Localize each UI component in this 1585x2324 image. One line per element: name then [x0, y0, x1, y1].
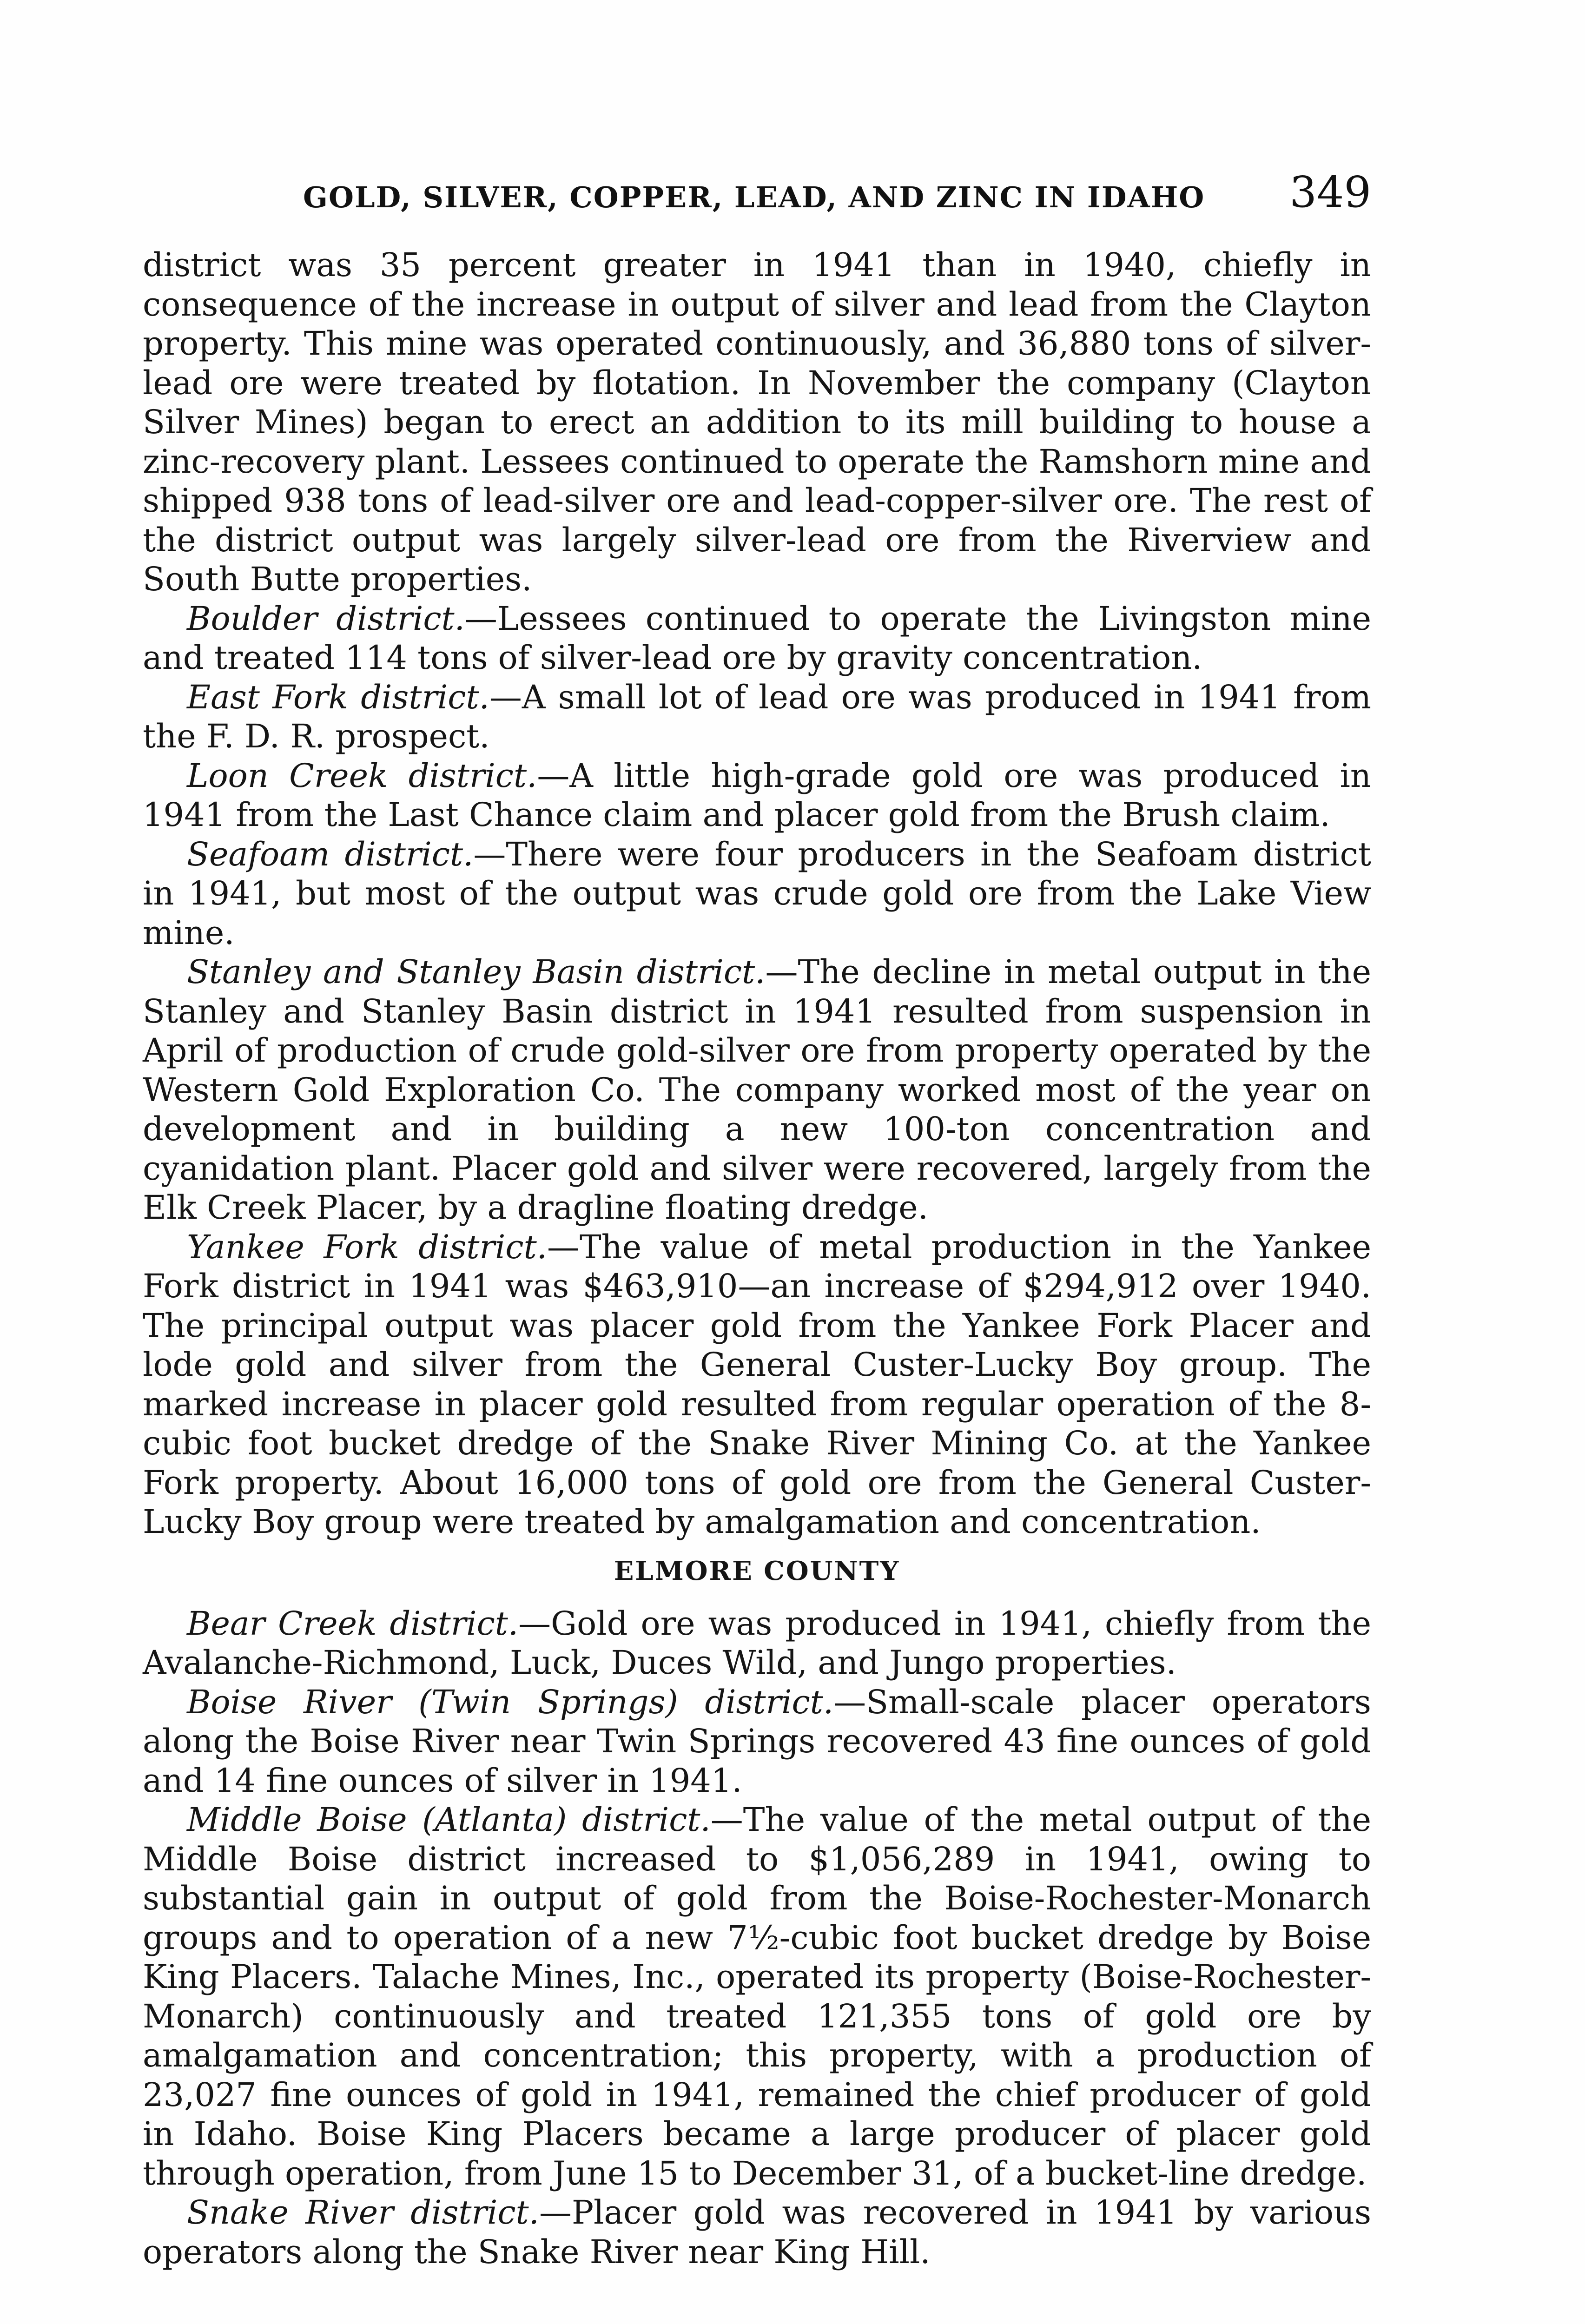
district-name: Stanley and Stanley Basin district. [187, 953, 766, 991]
paragraph-snake-river-district [143, 2193, 1371, 2271]
paragraph-text: —There were four producers in the Seafoam district in 1941, but most of the output was crude gold ore from the Lake View mine. [143, 835, 1372, 952]
paragraph-boise-river-district [143, 1683, 1371, 1801]
paragraph-text: —The value of the metal output of the Middle Boise district increased to $1,056,289 in 1941, owing to substantial gain in output of gold from the Boise-Rochester-Monarch groups and to operation of a new 7½-cubic foot bucket dredge by Boise King Placers. Talache Mines, Inc., operated its property (Boise-Rochester-Monarch) continuously and treated 121,355 tons of gold ore by amalgamation and concentration; this property, with a production of 23,027 fine ounces of gold in 1941, remained the chief producer of gold in Idaho. Boise King Placers became a large producer of placer gold through operation, from June 15 to December 31, of a bucket-line dredge. [143, 1801, 1372, 2192]
district-name: Snake River district. [187, 2193, 539, 2232]
district-name: Yankee Fork district. [187, 1228, 547, 1266]
page-header [143, 167, 1371, 223]
section-heading: ELMORE COUNTY [614, 1555, 900, 1586]
district-name: Loon Creek district. [187, 756, 537, 795]
paragraph-middle-boise-district [143, 1800, 1371, 2193]
paragraph-boulder-district [143, 599, 1371, 678]
paragraph-text: —The value of metal production in the Yankee Fork district in 1941 was $463,910—an increase of $294,912 over 1940. The principal output was placer gold from the Yankee Fork Placer and lode gold and silver from the General Custer-Lucky Boy group. The marked increase in placer gold resulted from regular operation of the 8-cubic foot bucket dredge of the Snake River Mining Co. at the Yankee Fork property. About 16,000 tons of gold ore from the General Custer-Lucky Boy group were treated by amalgamation and concentration. [143, 1228, 1372, 1541]
district-name: Boise River (Twin Springs) district. [187, 1683, 834, 1721]
paragraph-loon-creek-district [143, 756, 1371, 835]
paragraph-stanley-district [143, 952, 1371, 1228]
page-number: 349 [1289, 167, 1371, 217]
paragraph-text: —A small lot of lead ore was produced in 1941 from the F. D. R. prospect. [143, 678, 1372, 755]
paragraph-yankee-fork-district [143, 1228, 1371, 1542]
district-name: Boulder district. [187, 599, 465, 638]
paragraph-text: district was 35 percent greater in 1941 than in 1940, chiefly in consequence of the increase in output of silver and lead from the Clayton property. This mine was operated continuously, and 36,880 tons of silver-lead ore were treated by flotation. In November the company (Clayton Silver Mines) began to erect an addition to its mill building to house a zinc-recovery plant. Lessees continued to operate the Ramshorn mine and shipped 938 tons of lead-silver ore and lead-copper-silver ore. The rest of the district output was largely silver-lead ore from the Riverview and South Butte properties. [143, 246, 1372, 598]
running-head: GOLD, SILVER, COPPER, LEAD, AND ZINC IN IDAHO [303, 180, 1205, 214]
paragraph-text: —Gold ore was produced in 1941, chiefly from the Avalanche-Richmond, Luck, Duces Wild, and Jungo properties. [143, 1604, 1371, 1682]
paragraph-text: —The decline in metal output in the Stanley and Stanley Basin district in 1941 resulted from suspension in April of production of crude gold-silver ore from property operated by the Western Gold Exploration Co. The company worked most of the year on development and in building a new 100-ton concentration and cyanidation plant. Placer gold and silver were recovered, largely from the Elk Creek Placer, by a dragline floating dredge. [143, 953, 1371, 1227]
paragraph-text: —A little high-grade gold ore was produced in 1941 from the Last Chance claim and placer gold from the Brush claim. [143, 756, 1371, 834]
paragraph-text: —Lessees continued to operate the Livingston mine and treated 114 tons of silver-lead ore by gravity concentration. [143, 599, 1371, 677]
paragraph-text: —Placer gold was recovered in 1941 by various operators along the Snake River near King Hill. [143, 2193, 1371, 2271]
paragraph-seafoam-district [143, 835, 1371, 953]
district-name: Middle Boise (Atlanta) district. [187, 1801, 711, 1839]
paragraph-east-fork-district [143, 678, 1371, 756]
paragraph-text: —Small-scale placer operators along the Boise River near Twin Springs recovered 43 fine ounces of gold and 14 fine ounces of silver in 1941. [143, 1683, 1371, 1800]
district-name: Seafoam district. [187, 835, 474, 873]
district-name: Bear Creek district. [187, 1604, 519, 1643]
district-name: East Fork district. [187, 678, 489, 716]
body-text [143, 245, 1371, 2271]
paragraph-continued [143, 245, 1371, 599]
paragraph-bear-creek-district [143, 1604, 1371, 1683]
